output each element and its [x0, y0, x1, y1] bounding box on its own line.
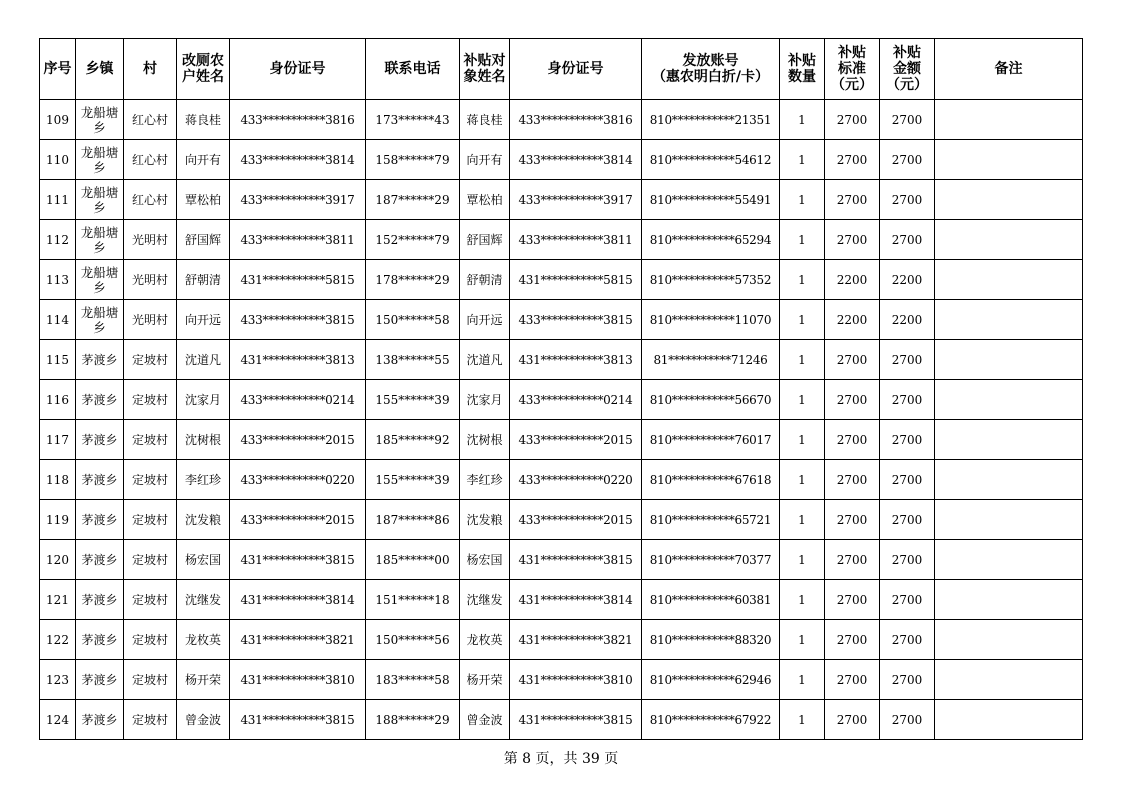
cell-quantity: 1 — [780, 700, 825, 740]
cell-quantity: 1 — [780, 500, 825, 540]
header-owner-id: 身份证号 — [230, 39, 366, 100]
cell-account: 810***********60381 — [642, 580, 780, 620]
cell-recipient-id: 433***********0214 — [510, 380, 642, 420]
cell-township: 龙船塘乡 — [76, 100, 124, 140]
cell-village: 定坡村 — [124, 580, 177, 620]
header-account: 发放账号 （惠农明白折/卡） — [642, 39, 780, 100]
cell-seq: 115 — [40, 340, 76, 380]
cell-phone: 185******00 — [366, 540, 460, 580]
cell-owner-name: 舒国辉 — [177, 220, 230, 260]
table-row — [40, 220, 1083, 260]
cell-standard: 2700 — [825, 180, 880, 220]
cell-recipient-name: 李红珍 — [460, 460, 510, 500]
cell-quantity: 1 — [780, 540, 825, 580]
cell-recipient-id: 433***********3816 — [510, 100, 642, 140]
table-row — [40, 380, 1083, 420]
cell-phone: 152******79 — [366, 220, 460, 260]
cell-remark — [935, 460, 1083, 500]
cell-owner-id: 431***********3813 — [230, 340, 366, 380]
cell-quantity: 1 — [780, 460, 825, 500]
cell-account: 810***********54612 — [642, 140, 780, 180]
cell-village: 光明村 — [124, 260, 177, 300]
header-recipient-name: 补贴对 象姓名 — [460, 39, 510, 100]
cell-recipient-name: 覃松柏 — [460, 180, 510, 220]
cell-account: 810***********76017 — [642, 420, 780, 460]
cell-amount: 2700 — [880, 620, 935, 660]
cell-village: 红心村 — [124, 100, 177, 140]
cell-remark — [935, 260, 1083, 300]
cell-owner-name: 向开有 — [177, 140, 230, 180]
cell-phone: 173******43 — [366, 100, 460, 140]
cell-owner-name: 沈继发 — [177, 580, 230, 620]
cell-recipient-name: 杨开荣 — [460, 660, 510, 700]
cell-phone: 138******55 — [366, 340, 460, 380]
cell-standard: 2700 — [825, 500, 880, 540]
table-row — [40, 340, 1083, 380]
cell-remark — [935, 580, 1083, 620]
cell-amount: 2700 — [880, 540, 935, 580]
cell-seq: 120 — [40, 540, 76, 580]
cell-owner-name: 杨宏国 — [177, 540, 230, 580]
cell-owner-name: 曾金波 — [177, 700, 230, 740]
header-phone: 联系电话 — [366, 39, 460, 100]
table-row — [40, 100, 1083, 140]
cell-account: 810***********67922 — [642, 700, 780, 740]
table-row — [40, 700, 1083, 740]
cell-account: 810***********65721 — [642, 500, 780, 540]
cell-recipient-id: 431***********5815 — [510, 260, 642, 300]
header-quantity: 补贴 数量 — [780, 39, 825, 100]
cell-village: 定坡村 — [124, 620, 177, 660]
table-row — [40, 580, 1083, 620]
cell-quantity: 1 — [780, 300, 825, 340]
cell-standard: 2700 — [825, 660, 880, 700]
cell-township: 龙船塘乡 — [76, 220, 124, 260]
cell-owner-name: 向开远 — [177, 300, 230, 340]
cell-village: 定坡村 — [124, 540, 177, 580]
cell-owner-name: 沈道凡 — [177, 340, 230, 380]
cell-phone: 155******39 — [366, 380, 460, 420]
table-body — [40, 100, 1083, 740]
cell-owner-id: 433***********3816 — [230, 100, 366, 140]
cell-seq: 121 — [40, 580, 76, 620]
cell-seq: 110 — [40, 140, 76, 180]
cell-standard: 2700 — [825, 220, 880, 260]
subsidy-table — [39, 38, 1083, 740]
table-row — [40, 540, 1083, 580]
cell-village: 定坡村 — [124, 700, 177, 740]
cell-owner-name: 沈家月 — [177, 380, 230, 420]
table-row — [40, 620, 1083, 660]
cell-recipient-name: 沈树根 — [460, 420, 510, 460]
cell-remark — [935, 180, 1083, 220]
cell-standard: 2700 — [825, 580, 880, 620]
table-row — [40, 660, 1083, 700]
cell-owner-id: 433***********2015 — [230, 420, 366, 460]
cell-township: 龙船塘乡 — [76, 140, 124, 180]
cell-phone: 187******29 — [366, 180, 460, 220]
cell-phone: 188******29 — [366, 700, 460, 740]
cell-township: 茅渡乡 — [76, 420, 124, 460]
cell-phone: 183******58 — [366, 660, 460, 700]
cell-standard: 2700 — [825, 420, 880, 460]
cell-recipient-id: 431***********3810 — [510, 660, 642, 700]
cell-remark — [935, 500, 1083, 540]
cell-village: 定坡村 — [124, 460, 177, 500]
header-seq: 序号 — [40, 39, 76, 100]
cell-recipient-id: 431***********3814 — [510, 580, 642, 620]
table-row — [40, 500, 1083, 540]
cell-remark — [935, 100, 1083, 140]
cell-remark — [935, 660, 1083, 700]
cell-owner-name: 覃松柏 — [177, 180, 230, 220]
cell-standard: 2700 — [825, 460, 880, 500]
cell-account: 810***********67618 — [642, 460, 780, 500]
cell-recipient-name: 沈发粮 — [460, 500, 510, 540]
cell-seq: 119 — [40, 500, 76, 540]
cell-recipient-id: 431***********3815 — [510, 700, 642, 740]
cell-phone: 151******18 — [366, 580, 460, 620]
cell-township: 茅渡乡 — [76, 700, 124, 740]
cell-recipient-id: 433***********3811 — [510, 220, 642, 260]
cell-phone: 155******39 — [366, 460, 460, 500]
cell-township: 茅渡乡 — [76, 620, 124, 660]
cell-standard: 2700 — [825, 100, 880, 140]
cell-owner-id: 431***********3815 — [230, 700, 366, 740]
cell-seq: 112 — [40, 220, 76, 260]
cell-seq: 123 — [40, 660, 76, 700]
table-row — [40, 140, 1083, 180]
table-row — [40, 460, 1083, 500]
header-standard: 补贴 标准 （元） — [825, 39, 880, 100]
cell-village: 定坡村 — [124, 420, 177, 460]
cell-account: 810***********62946 — [642, 660, 780, 700]
cell-recipient-name: 向开有 — [460, 140, 510, 180]
cell-village: 定坡村 — [124, 380, 177, 420]
cell-remark — [935, 140, 1083, 180]
cell-owner-name: 沈树根 — [177, 420, 230, 460]
cell-phone: 178******29 — [366, 260, 460, 300]
cell-owner-id: 433***********3917 — [230, 180, 366, 220]
cell-recipient-name: 沈继发 — [460, 580, 510, 620]
cell-account: 810***********11070 — [642, 300, 780, 340]
cell-recipient-name: 杨宏国 — [460, 540, 510, 580]
table-row — [40, 260, 1083, 300]
cell-quantity: 1 — [780, 180, 825, 220]
cell-quantity: 1 — [780, 340, 825, 380]
cell-amount: 2700 — [880, 460, 935, 500]
cell-remark — [935, 220, 1083, 260]
cell-quantity: 1 — [780, 660, 825, 700]
cell-amount: 2700 — [880, 180, 935, 220]
cell-amount: 2700 — [880, 700, 935, 740]
header-village: 村 — [124, 39, 177, 100]
cell-recipient-name: 蒋良桂 — [460, 100, 510, 140]
cell-recipient-name: 沈道凡 — [460, 340, 510, 380]
cell-amount: 2200 — [880, 300, 935, 340]
cell-owner-id: 431***********3821 — [230, 620, 366, 660]
cell-village: 光明村 — [124, 220, 177, 260]
table-row — [40, 420, 1083, 460]
table-row — [40, 180, 1083, 220]
cell-recipient-id: 431***********3815 — [510, 540, 642, 580]
cell-remark — [935, 380, 1083, 420]
header-row — [40, 39, 1083, 100]
cell-seq: 111 — [40, 180, 76, 220]
cell-amount: 2700 — [880, 380, 935, 420]
cell-amount: 2200 — [880, 260, 935, 300]
cell-standard: 2200 — [825, 260, 880, 300]
cell-recipient-id: 433***********2015 — [510, 500, 642, 540]
cell-owner-id: 431***********3810 — [230, 660, 366, 700]
cell-quantity: 1 — [780, 100, 825, 140]
cell-account: 81***********71246 — [642, 340, 780, 380]
cell-owner-name: 龙枚英 — [177, 620, 230, 660]
cell-amount: 2700 — [880, 580, 935, 620]
cell-amount: 2700 — [880, 340, 935, 380]
cell-account: 810***********70377 — [642, 540, 780, 580]
cell-standard: 2700 — [825, 700, 880, 740]
header-remark: 备注 — [935, 39, 1083, 100]
cell-phone: 150******58 — [366, 300, 460, 340]
cell-township: 茅渡乡 — [76, 460, 124, 500]
cell-township: 茅渡乡 — [76, 500, 124, 540]
cell-recipient-id: 433***********2015 — [510, 420, 642, 460]
cell-village: 红心村 — [124, 180, 177, 220]
cell-account: 810***********88320 — [642, 620, 780, 660]
cell-quantity: 1 — [780, 380, 825, 420]
cell-seq: 113 — [40, 260, 76, 300]
cell-remark — [935, 300, 1083, 340]
cell-village: 红心村 — [124, 140, 177, 180]
cell-seq: 109 — [40, 100, 76, 140]
cell-recipient-id: 431***********3821 — [510, 620, 642, 660]
cell-owner-id: 433***********3814 — [230, 140, 366, 180]
cell-quantity: 1 — [780, 220, 825, 260]
cell-recipient-name: 曾金波 — [460, 700, 510, 740]
cell-amount: 2700 — [880, 420, 935, 460]
cell-amount: 2700 — [880, 100, 935, 140]
table-row — [40, 300, 1083, 340]
cell-recipient-name: 舒国辉 — [460, 220, 510, 260]
cell-owner-id: 433***********2015 — [230, 500, 366, 540]
cell-seq: 116 — [40, 380, 76, 420]
cell-owner-id: 431***********5815 — [230, 260, 366, 300]
cell-township: 龙船塘乡 — [76, 180, 124, 220]
cell-standard: 2700 — [825, 140, 880, 180]
cell-standard: 2700 — [825, 540, 880, 580]
cell-township: 茅渡乡 — [76, 660, 124, 700]
cell-owner-id: 433***********0214 — [230, 380, 366, 420]
cell-amount: 2700 — [880, 140, 935, 180]
cell-seq: 118 — [40, 460, 76, 500]
cell-remark — [935, 340, 1083, 380]
header-amount: 补贴 金额 （元） — [880, 39, 935, 100]
cell-account: 810***********21351 — [642, 100, 780, 140]
cell-village: 定坡村 — [124, 340, 177, 380]
cell-township: 茅渡乡 — [76, 540, 124, 580]
cell-phone: 187******86 — [366, 500, 460, 540]
cell-owner-name: 李红珍 — [177, 460, 230, 500]
cell-phone: 150******56 — [366, 620, 460, 660]
cell-account: 810***********57352 — [642, 260, 780, 300]
cell-seq: 114 — [40, 300, 76, 340]
cell-owner-name: 沈发粮 — [177, 500, 230, 540]
cell-account: 810***********65294 — [642, 220, 780, 260]
cell-quantity: 1 — [780, 140, 825, 180]
cell-owner-id: 431***********3815 — [230, 540, 366, 580]
cell-recipient-name: 舒朝清 — [460, 260, 510, 300]
cell-recipient-id: 433***********3815 — [510, 300, 642, 340]
cell-seq: 122 — [40, 620, 76, 660]
cell-quantity: 1 — [780, 580, 825, 620]
cell-recipient-id: 431***********3813 — [510, 340, 642, 380]
cell-recipient-id: 433***********0220 — [510, 460, 642, 500]
cell-account: 810***********55491 — [642, 180, 780, 220]
cell-owner-id: 431***********3814 — [230, 580, 366, 620]
cell-quantity: 1 — [780, 260, 825, 300]
cell-owner-id: 433***********0220 — [230, 460, 366, 500]
header-owner-name: 改厕农 户姓名 — [177, 39, 230, 100]
cell-owner-id: 433***********3811 — [230, 220, 366, 260]
cell-village: 定坡村 — [124, 500, 177, 540]
cell-phone: 185******92 — [366, 420, 460, 460]
cell-recipient-name: 沈家月 — [460, 380, 510, 420]
cell-standard: 2700 — [825, 620, 880, 660]
cell-amount: 2700 — [880, 500, 935, 540]
cell-owner-id: 433***********3815 — [230, 300, 366, 340]
cell-remark — [935, 620, 1083, 660]
header-township: 乡镇 — [76, 39, 124, 100]
cell-remark — [935, 420, 1083, 460]
cell-township: 茅渡乡 — [76, 380, 124, 420]
cell-township: 茅渡乡 — [76, 580, 124, 620]
cell-recipient-name: 向开远 — [460, 300, 510, 340]
cell-standard: 2700 — [825, 380, 880, 420]
cell-amount: 2700 — [880, 660, 935, 700]
cell-quantity: 1 — [780, 620, 825, 660]
cell-township: 龙船塘乡 — [76, 260, 124, 300]
cell-township: 茅渡乡 — [76, 340, 124, 380]
cell-quantity: 1 — [780, 420, 825, 460]
cell-amount: 2700 — [880, 220, 935, 260]
cell-recipient-name: 龙枚英 — [460, 620, 510, 660]
header-recipient-id: 身份证号 — [510, 39, 642, 100]
cell-standard: 2700 — [825, 340, 880, 380]
cell-account: 810***********56670 — [642, 380, 780, 420]
cell-owner-name: 蒋良桂 — [177, 100, 230, 140]
cell-recipient-id: 433***********3814 — [510, 140, 642, 180]
cell-seq: 117 — [40, 420, 76, 460]
cell-remark — [935, 540, 1083, 580]
cell-remark — [935, 700, 1083, 740]
cell-village: 光明村 — [124, 300, 177, 340]
cell-recipient-id: 433***********3917 — [510, 180, 642, 220]
cell-township: 龙船塘乡 — [76, 300, 124, 340]
cell-standard: 2200 — [825, 300, 880, 340]
page-footer: 第 8 页，共 39 页 — [503, 751, 619, 767]
cell-village: 定坡村 — [124, 660, 177, 700]
cell-phone: 158******79 — [366, 140, 460, 180]
cell-owner-name: 舒朝清 — [177, 260, 230, 300]
cell-owner-name: 杨开荣 — [177, 660, 230, 700]
cell-seq: 124 — [40, 700, 76, 740]
